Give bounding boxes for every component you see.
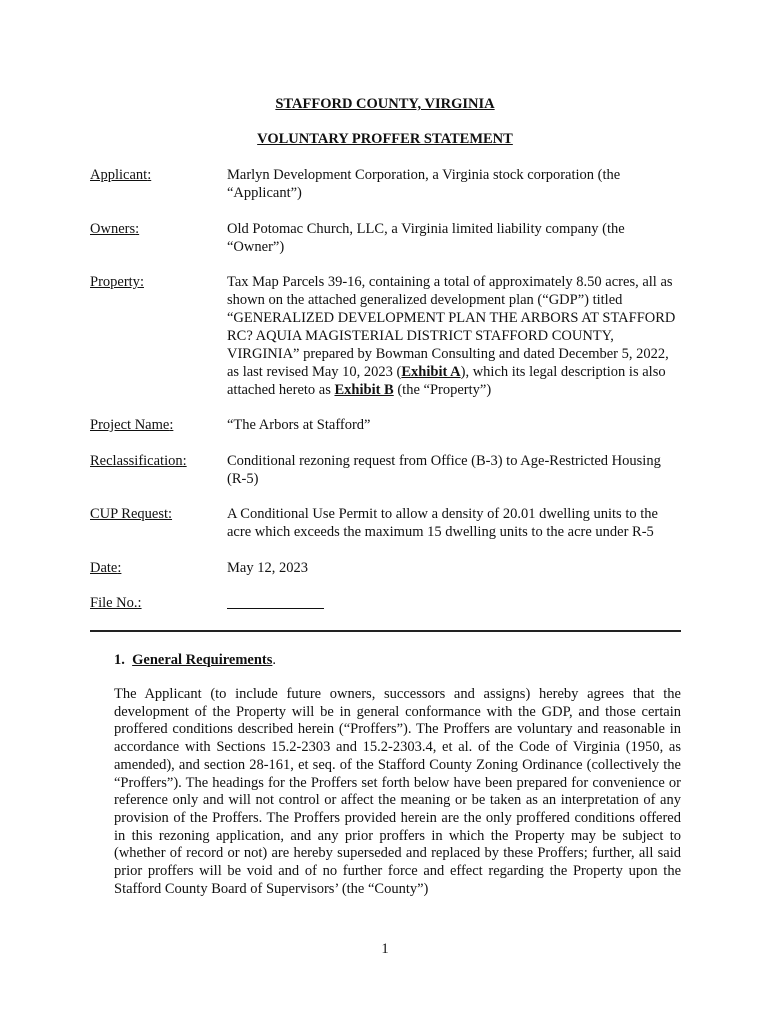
page-number: 1 xyxy=(381,941,389,957)
field-label: Applicant: xyxy=(90,167,152,183)
section-divider xyxy=(90,630,681,632)
field-value: Old Potomac Church, LLC, a Virginia limited liability company (the “Owner”) xyxy=(227,221,625,255)
field-label: CUP Request: xyxy=(90,506,173,522)
exhibit-a-reference: Exhibit A xyxy=(401,364,461,380)
section-number: 1. xyxy=(114,652,125,668)
statement-title: VOLUNTARY PROFFER STATEMENT xyxy=(257,131,513,147)
field-value: Tax Map Parcels 39-16, containing a total of approximately 8.50 acres, all as shown on the attached generalized development plan (“GDP”) titled “GENERALIZED DEVELOPMENT PLAN THE ARBORS AT STAFFORD RC? AQUIA MAGISTERIAL DISTRICT STAFFORD COUNTY, VIRGINIA” prepared by Bowman Consulting and dated December 5, 2022, as last revised May 10, 2023 (Exhibit A), which its legal description is also attached hereto as Exhibit B (the “Property”) xyxy=(227,274,676,398)
field-label: Project Name: xyxy=(90,417,174,433)
file-no-blank-line xyxy=(227,594,681,614)
exhibit-b-reference: Exhibit B xyxy=(334,382,394,398)
field-value: Conditional rezoning request from Office (B-3) to Age-Restricted Housing (R-5) xyxy=(227,453,661,487)
field-label: Property: xyxy=(90,274,144,290)
field-value: A Conditional Use Permit to allow a density of 20.01 dwelling units to the acre which exceeds the maximum 15 dwelling units to the acre under R-5 xyxy=(227,506,658,540)
field-value: May 12, 2023 xyxy=(227,560,308,576)
field-label: Owners: xyxy=(90,221,140,237)
field-label: File No.: xyxy=(90,595,142,611)
field-value: Marlyn Development Corporation, a Virginia stock corporation (the “Applicant”) xyxy=(227,167,621,201)
field-label: Reclassification: xyxy=(90,453,187,469)
county-title: STAFFORD COUNTY, VIRGINIA xyxy=(275,96,495,112)
field-label: Date: xyxy=(90,560,122,576)
section-title: General Requirements xyxy=(132,652,273,668)
field-value: “The Arbors at Stafford” xyxy=(227,417,371,433)
section-heading: 1. General Requirements. xyxy=(114,652,277,668)
section-body-paragraph: The Applicant (to include future owners, successors and assigns) hereby agrees that the development of the Property will be in general conformance with the GDP, and those certain proffered conditions described herein (“Proffers”). The Proffers are voluntary and reasonable in accordance with Sections 15.2-2303 and 15.2-2303.4, et al. of the Code of Virginia (1950, as amended), and section 28-161, et seq. of the Stafford County Zoning Ordinance (collectively the “Proffers”). The headings for the Proffers set forth below have been prepared for convenience or reference only and will not control or affect the meaning or be taken as an interpretation of any provision of the Proffers. The Proffers provided herein are the only proffered conditions offered in this rezoning application, and any prior proffers in which the Property may be subject to (whether of record or not) are hereby superseded and replaced by these Proffers; further, all said prior proffers will be void and of no further force and effect regarding the Property upon the Stafford County Board of Supervisors’ (the “County”) xyxy=(114,686,681,897)
